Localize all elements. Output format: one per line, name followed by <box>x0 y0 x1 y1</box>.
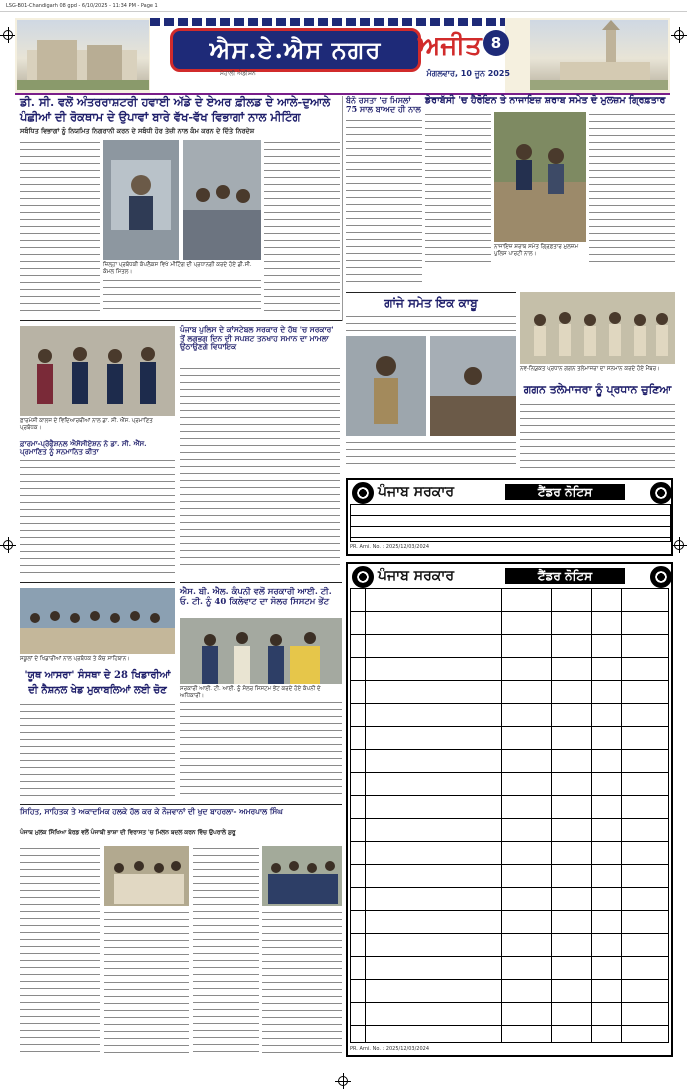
masthead-date: ਮੰਗਲਵਾਰ, 10 ਜੂਨ 2025 <box>426 69 510 78</box>
police-photo-2 <box>430 336 516 436</box>
punjab-emblem-icon <box>650 566 672 588</box>
council-body <box>180 366 340 566</box>
iti-caption: ਸਰਕਾਰੀ ਆਈ. ਟੀ. ਆਈ. ਨੂੰ ਸੋਲਰ ਸਿਸਟਮ ਭੇਂਟ ਕਰਦੇ ਹੋਏ ਕੰਪਨੀ ਦੇ ਅਧਿਕਾਰੀ। <box>180 686 321 699</box>
lead-headline-2: ਪੰਛੀਆਂ ਦੀ ਰੋਕਥਾਮ ਦੇ ਉਪਾਵਾਂ ਬਾਰੇ ਵੱਖ-ਵੱਖ ਵਿਭਾਗਾਂ ਨਾਲ ਮੀਟਿੰਗ <box>20 110 301 124</box>
column-rule <box>342 96 343 321</box>
section-rule <box>20 320 342 321</box>
lead-photo-caption: ਜ਼ਿਲ੍ਹਾ ਪ੍ਰਬੰਧਕੀ ਕੰਪਲੈਕਸ ਵਿਖੇ ਮੀਟਿੰਗ ਦੀ ਪ੍ਰਧਾਨਗੀ ਕਰਦੇ ਹੋਏ ਡੀ.ਸੀ. ਕੋਮਲ ਮਿੱਤਲ। <box>103 262 252 275</box>
top-right-body-2 <box>589 112 675 262</box>
top-mid-headline: ਬੰਨੋ ਰਸਤਾ 'ਚ ਮਿਸਲਾਂ 75 ਸਾਲ ਬਾਅਦ ਹੀ ਨਾਲ <box>346 95 421 115</box>
masthead-tower-photo <box>530 20 668 90</box>
bottom-headline: ਸਿਹਿਤ, ਸਾਹਿਤਕ ਤੇ ਅਕਾਦਮਿਕ ਹਲਕੇ ਹੱਲ ਕਰ ਕੇ ਨੌਜਵਾਨਾਂ ਦੀ ਖੁਦ ਬਾਹਰਲਾ- ਅਮਰਪਾਲ ਸਿੰਘ <box>20 807 283 816</box>
top-mid-body <box>346 118 422 288</box>
sports-body <box>20 702 175 800</box>
top-right-body-1 <box>425 112 491 262</box>
top-right-headline: ਡੇਰਾਬੱਸੀ 'ਚ ਹੈਰੋਇਨ ਤੇ ਨਾਜਾਇਜ਼ ਸ਼ਰਾਬ ਸਮੇਤ ਦੋ ਮੁਲਜ਼ਮ ਗ੍ਰਿਫ਼ਤਾਰ <box>425 95 666 106</box>
tender-1-footer: PR. Arni. No. : 2025/12/03/2024 <box>350 544 430 550</box>
punjab-emblem-icon <box>352 566 374 588</box>
ganja-headline: ਗਾਂਜੇ ਸਮੇਤ ਇਕ ਕਾਬੂ <box>384 296 478 310</box>
section-rule <box>20 582 175 583</box>
pharmacy-photo <box>20 326 175 416</box>
council-headline: ਪੰਜਾਬ ਪੁਲਿਸ ਦੇ ਕਾਂਸਟੇਬਲ ਸਰਕਾਰ ਦੇ ਹੱਥ 'ਚ ਸਰਕਾਰ' ਤੋਂ ਲਗਭਗ ਦਿਨ ਦੀ ਸਪਸ਼ਟ ਤਨਖਾਹ ਸਮਾਨ ਦਾ ਮਾਮਲਾ ਉਠਾਉਣਗੇ ਵਿਧਾਇਕ <box>180 325 334 352</box>
lead-subhead: ਸਬੰਧਿਤ ਵਿਭਾਗਾਂ ਨੂੰ ਨਿਯਮਿਤ ਨਿਗਰਾਨੀ ਕਰਨ ਦੇ ਸਬੰਧੀ ਹੋਰ ਤੇਜ਼ੀ ਨਾਲ ਕੰਮ ਕਰਨ ਦੇ ਦਿੱਤੇ ਨਿਰਦੇਸ਼ <box>20 127 255 135</box>
bottom-photo-1 <box>104 846 189 906</box>
top-right-caption: ਨਾਜਾਇਜ਼ ਸ਼ਰਾਬ ਸਮੇਤ ਗ੍ਰਿਫ਼ਤਾਰ ਮੁਲਜ਼ਮ ਪੁਲਿਸ ਪਾਰਟੀ ਨਾਲ। <box>494 244 579 257</box>
police-photo-1 <box>346 336 426 436</box>
lead-body-col-1 <box>20 140 100 312</box>
iti-photo <box>180 618 342 684</box>
gagan-body <box>520 402 675 472</box>
section-rule <box>180 582 342 583</box>
bottom-body-2 <box>104 910 189 1056</box>
bottom-body-4 <box>262 910 342 1056</box>
tender-2-title: ਪੰਜਾਬ ਸਰਕਾਰ <box>378 568 455 584</box>
section-rule <box>346 292 516 293</box>
registration-mark-icon <box>3 30 13 40</box>
lead-body-col-3 <box>264 140 340 312</box>
pharmacy-body <box>20 458 175 578</box>
print-slug: LSG-B01-Chandigarh 08 gpd - 6/10/2025 - 11:34 PM - Page 1 <box>0 0 687 12</box>
sports-caption: ਸਕੂਲਾਂ ਦੇ ਖਿਡਾਰੀਆਂ ਨਾਲ ਪ੍ਰਬੰਧਕ ਤੇ ਕੋਚ ਸਾਹਿਬਾਨ। <box>20 656 130 662</box>
police-body <box>346 440 516 470</box>
registration-mark-icon <box>674 540 684 550</box>
lead-photo-2 <box>183 140 261 260</box>
sports-headline-2: ਦੀ ਨੈਸ਼ਨਲ ਖੇਡ ਮੁਕਾਬਲਿਆਂ ਲਈ ਚੋਣ <box>28 685 167 696</box>
punjab-emblem-icon <box>352 482 374 504</box>
page-number: 8 <box>483 30 509 56</box>
bottom-body-1 <box>20 846 100 1056</box>
lead-body-col-2 <box>103 278 261 312</box>
pharmacy-caption: ਫ਼ਾਰਮੇਸੀ ਕਾਲਜ ਦੇ ਵਿਦਿਆਰਥੀਆਂ ਨਾਲ ਡਾ. ਸੀ. ਐੱਸ. ਪ੍ਰਮਾਣਿਤ ਪ੍ਰਬੰਧਕ। <box>20 418 153 431</box>
top-right-photo <box>494 112 586 242</box>
section-rule <box>20 804 342 805</box>
masthead-building-photo <box>17 20 149 90</box>
masthead-brand: ਅਜੀਤ <box>418 31 482 61</box>
gagan-headline: ਗਗਨ ਤਲੇਮਾਜਰਾ ਨੂੰ ਪ੍ਰਧਾਨ ਚੁਣਿਆ <box>523 383 672 396</box>
bottom-body-3 <box>193 846 259 1056</box>
bottom-photo-2 <box>262 846 342 906</box>
tender-1-title: ਪੰਜਾਬ ਸਰਕਾਰ <box>378 484 455 500</box>
tender-1-table <box>350 504 671 542</box>
tender-2-notice: ਟੈਂਡਰ ਨੋਟਿਸ <box>505 568 625 584</box>
punjab-emblem-icon <box>650 482 672 504</box>
tender-2-footer: PR. Arni. No. : 2025/12/03/2024 <box>350 1046 430 1052</box>
gagan-photo <box>520 292 675 364</box>
masthead-edition: ਮੋਹਾਲੀ ਐਡੀਸ਼ਨ <box>220 70 256 77</box>
registration-mark-icon <box>338 1076 348 1086</box>
masthead-pattern <box>150 18 505 26</box>
sports-headline-1: 'ਯੂਥ ਆਸਰਾ' ਸੰਸਥਾ ਦੇ 28 ਖਿਡਾਰੀਆਂ <box>24 670 171 681</box>
sports-photo <box>20 588 175 654</box>
iti-body <box>180 700 342 800</box>
lead-photo-1 <box>103 140 179 260</box>
iti-headline: ਐਸ. ਬੀ. ਐਲ. ਕੰਪਨੀ ਵਲੋਂ ਸਰਕਾਰੀ ਆਈ. ਟੀ. ਓ. ਟੀ. ਨੂੰ 40 ਕਿਲੋਵਾਟ ਦਾ ਸੋਲਰ ਸਿਸਟਮ ਭੇਂਟ <box>180 587 332 607</box>
registration-mark-icon <box>674 30 684 40</box>
tender-1-notice: ਟੈਂਡਰ ਨੋਟਿਸ <box>505 484 625 500</box>
gagan-caption: ਨਵ-ਨਿਯੁਕਤ ਪ੍ਰਧਾਨ ਗਗਨ ਤਲੇਮਾਜਰਾ ਦਾ ਸਨਮਾਨ ਕਰਦੇ ਹੋਏ ਮੈਂਬਰ। <box>520 366 660 372</box>
ganja-body <box>346 314 516 332</box>
masthead-title: ਐਸ.ਏ.ਐਸ ਨਗਰ <box>170 28 421 72</box>
lead-headline-1: ਡੀ. ਸੀ. ਵਲੋਂ ਅੰਤਰਰਾਸ਼ਟਰੀ ਹਵਾਈ ਅੱਡੇ ਦੇ ਏਅਰ ਫ਼ੀਲਡ ਦੇ ਆਲੇ-ਦੁਆਲੇ <box>20 95 331 109</box>
bottom-subhead: ਪੰਜਾਬ ਮੁਲਕ ਸਿੱਖਿਆ ਬੋਰਡ ਵਲੋਂ ਪੰਜਾਬੀ ਭਾਸ਼ਾ ਦੀ ਵਿਰਾਸਤ 'ਚ ਮਿਲਨ ਬਦਲ ਕਰਨ ਵਿੱਚ ਉਪਰਾਲੇ ਸ਼ੁਰੂ <box>20 830 236 836</box>
registration-mark-icon <box>3 540 13 550</box>
tender-2-table <box>350 588 669 1043</box>
pharmacy-headline: ਫ਼ਾਰਮਾ-ਪ੍ਰੋਫੈਸ਼ਨਲ ਐਸੋਸੀਏਸ਼ਨ ਨੇ ਡਾ. ਸੀ. ਐੱਸ. ਪ੍ਰਮਾਣਿਤ ਨੂੰ ਸਨਮਾਨਿਤ ਕੀਤਾ <box>20 439 147 457</box>
